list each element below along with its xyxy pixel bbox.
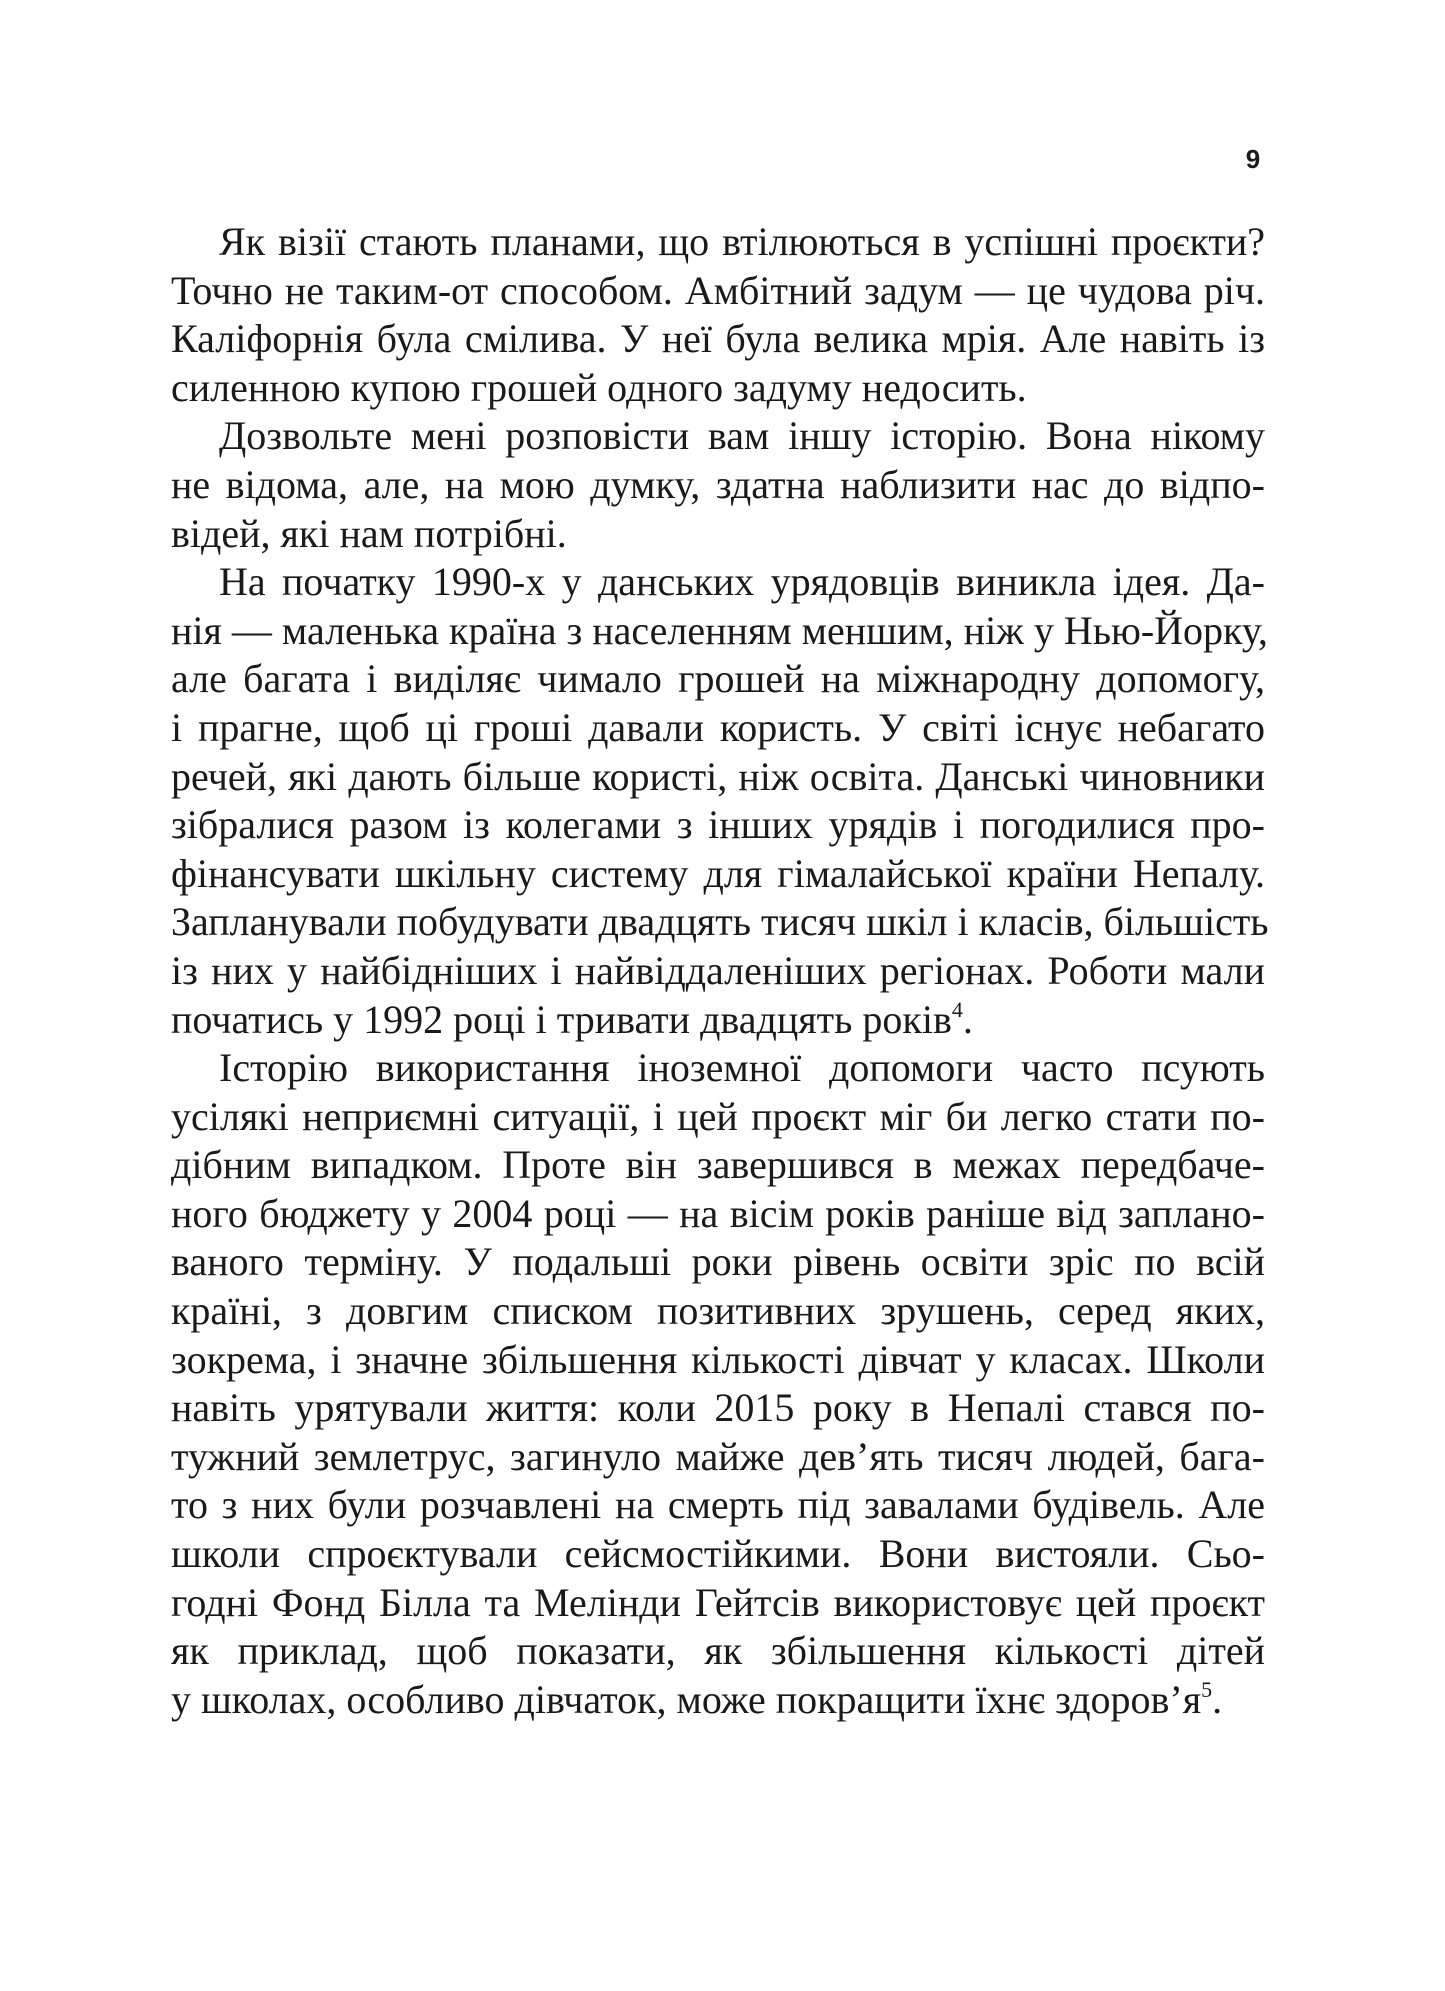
paragraph-2 — [171, 412, 1265, 558]
text-line: Запланували побудувати двадцять тисяч шкіл і класів, більшість — [171, 899, 1269, 945]
text-line: Каліфорнія була смілива. У неї була велика мрія. Але навіть із — [171, 316, 1265, 362]
paragraph-4 — [171, 1044, 1265, 1724]
text-line: Дозвольте мені розповісти вам іншу історію. Вона нікому — [219, 413, 1265, 459]
text-line: речей, які дають більше користі, ніж освіта. Данські чиновники — [171, 753, 1265, 799]
page-number: 9 — [1245, 144, 1261, 174]
text-line: навіть урятували життя: коли 2015 року в Непалі стався по- — [171, 1385, 1265, 1431]
text-line: фінансувати шкільну систему для гімалайської країни Непалу. — [171, 850, 1265, 896]
body-text — [171, 218, 1269, 1724]
text-line: відей, які нам потрібні. — [171, 510, 567, 556]
text-line: зібралися разом із колегами з інших урядів і погодилися про- — [171, 802, 1265, 848]
text-line: нія — маленька країна з населенням меншим, ніж у Нью-Йорку, — [171, 607, 1268, 653]
text-line: то з них були розчавлені на смерть під завалами будівель. Але — [171, 1482, 1265, 1528]
text-line: годні Фонд Білла та Мелінди Гейтсів використовує цей проєкт — [171, 1579, 1265, 1625]
footnote-reference[interactable]: 4 — [951, 996, 963, 1022]
text-line: Як візії стають планами, що втілюються в успішні проєкти? — [219, 219, 1265, 264]
paragraph-3 — [171, 558, 1269, 1044]
text-line-content: початись у 1992 році і тривати двадцять років — [171, 996, 952, 1042]
text-line: тужний землетрус, загинуло майже дев’ять тисяч людей, бага- — [171, 1433, 1265, 1479]
text-line-with-footnote: початись у 1992 році і тривати двадцять років$^4$. — [171, 996, 973, 1042]
text-line: Точно не таким-от способом. Амбітний задум — це чудова річ. — [171, 267, 1265, 313]
text-line-with-footnote: у школах, особливо дівчаток, може покращити їхнє $здоров’я^5$. — [171, 1676, 1223, 1722]
text-line: дібним випадком. Проте він завершився в межах передбаче- — [171, 1142, 1265, 1188]
text-line: але багата і виділяє чимало грошей на міжнародну допомогу, — [171, 656, 1265, 702]
text-line: ного бюджету у 2004 році — на вісім років раніше від заплано- — [171, 1190, 1265, 1236]
text-line: усілякі неприємні ситуації, і цей проєкт міг би легко стати по- — [171, 1093, 1265, 1139]
text-line: із них у найбідніших і найвіддаленіших регіонах. Роботи мали — [171, 947, 1265, 993]
text-line: ваного терміну. У подальші роки рівень освіти зріс по всій — [171, 1239, 1265, 1285]
text-line: Історію використання іноземної допомоги часто псують — [219, 1045, 1265, 1091]
text-line: і прагне, щоб ці гроші давали користь. У світі існує небагато — [171, 704, 1265, 750]
text-line: школи спроєктували сейсмостійкими. Вони вистояли. Сьо- — [171, 1531, 1265, 1577]
text-line: зокрема, і значне збільшення кількості дівчат у класах. Школи — [171, 1336, 1265, 1382]
text-line: не відома, але, на мою думку, здатна наблизити нас до відпо- — [171, 461, 1265, 507]
text-line-content: у школах, особливо дівчаток, може покращити їхнє здоров’я — [171, 1676, 1202, 1722]
text-line: На початку 1990-х у данських урядовців виникла ідея. Да- — [219, 559, 1265, 605]
footnote-reference[interactable]: 5 — [1201, 1676, 1213, 1702]
paragraph-1 — [171, 218, 1265, 412]
text-line: як приклад, щоб показати, як збільшення кількості дітей — [171, 1628, 1265, 1674]
text-line: країні, з довгим списком позитивних зрушень, серед яких, — [171, 1288, 1265, 1334]
text-line: силенною купою грошей одного задуму недосить. — [171, 364, 1027, 410]
